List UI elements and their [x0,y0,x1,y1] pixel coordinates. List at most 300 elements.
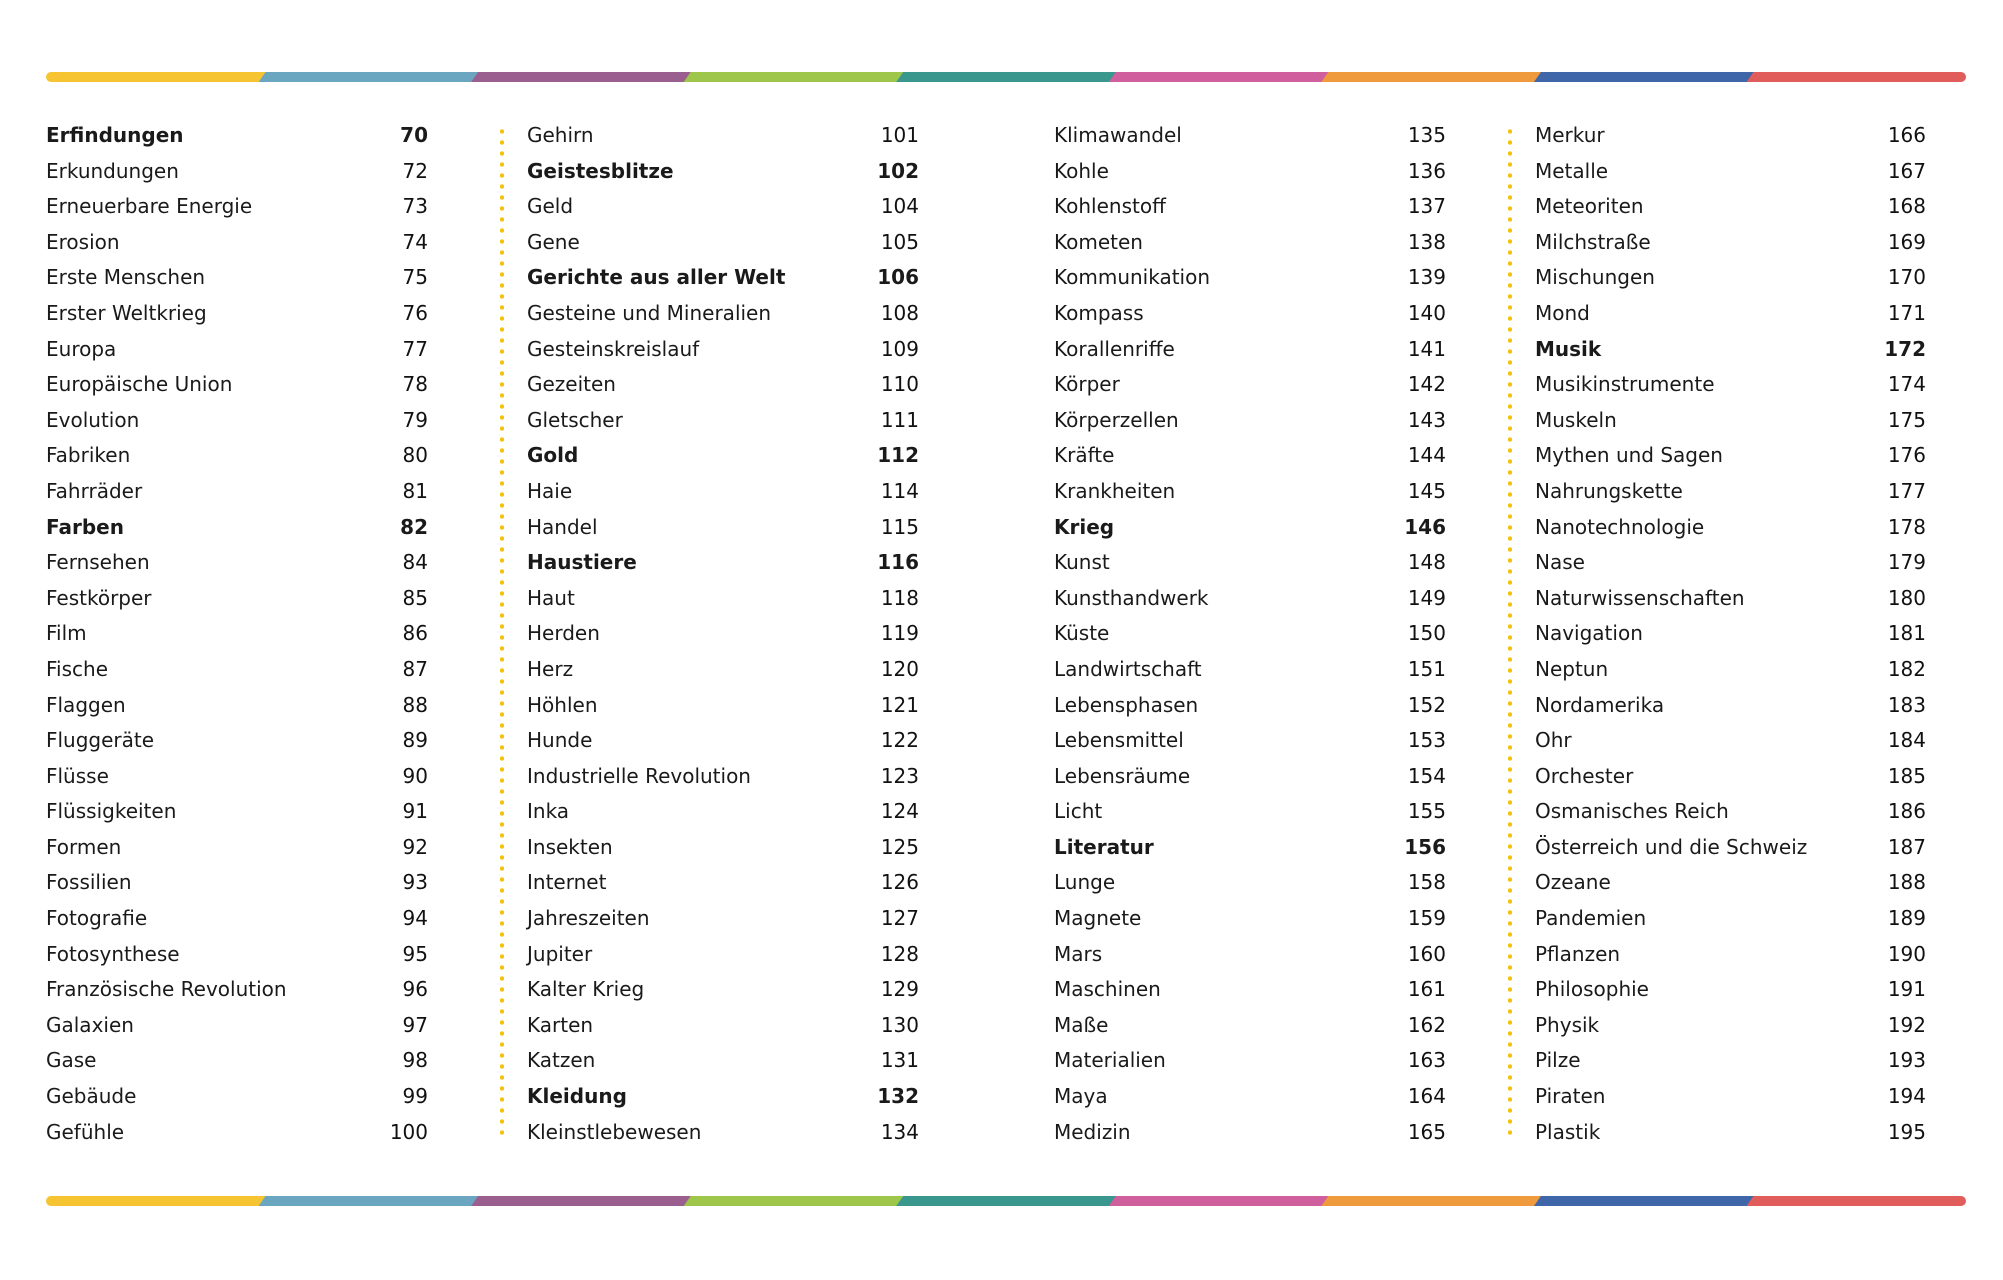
toc-entry-title: Neptun [1535,656,1609,681]
toc-entry-page-number: 195 [1887,1119,1926,1144]
toc-entry[interactable] [46,367,428,403]
toc-entry-title: Evolution [46,407,140,432]
toc-entry[interactable] [1054,723,1446,759]
toc-entry-title: Lebensräume [1054,763,1191,788]
toc-entry-title: Internet [527,870,607,895]
toc-entry-title: Fluggeräte [46,728,155,753]
toc-entry-page-number: 72 [402,158,428,183]
toc-entry-title: Inka [527,799,570,824]
toc-entry-title: Erster Weltkrieg [46,300,207,325]
toc-entry-title: Europa [46,336,117,361]
toc-entry-page-number: 151 [1407,656,1446,681]
toc-entry-page-number: 186 [1887,799,1926,824]
toc-entry[interactable] [46,154,428,190]
toc-entry-title: Mars [1054,941,1103,966]
toc-entry-title: Hunde [527,728,593,753]
toc-entry-title: Erfindungen [46,123,184,147]
toc-entry-title: Kunsthandwerk [1054,585,1209,610]
toc-entry[interactable] [1535,1043,1926,1079]
toc-column-3 [1054,118,1446,1150]
toc-entry-page-number: 95 [402,941,428,966]
toc-entry-title: Körperzellen [1054,407,1179,432]
toc-entry[interactable] [527,296,919,332]
stripe-segment [1747,1196,1967,1206]
toc-entry[interactable] [527,474,919,510]
toc-entry-title: Kohlenstoff [1054,194,1166,219]
toc-entry[interactable] [527,652,919,688]
toc-entry-page-number: 132 [877,1084,919,1109]
toc-entry[interactable] [1535,260,1926,296]
toc-entry-page-number: 96 [402,977,428,1002]
toc-entry-page-number: 166 [1887,123,1926,147]
toc-entry[interactable] [1535,474,1926,510]
toc-entry[interactable] [1054,688,1446,724]
toc-entry[interactable] [527,1043,919,1079]
toc-entry-page-number: 127 [880,906,919,931]
toc-entry[interactable] [1054,616,1446,652]
toc-entry[interactable] [1054,794,1446,830]
toc-entry-title: Maya [1054,1084,1108,1109]
toc-entry-page-number: 170 [1887,265,1926,290]
toc-entry[interactable] [1535,652,1926,688]
stripe-segment [1747,72,1967,82]
toc-entry[interactable] [46,616,428,652]
toc-entry-title: Philosophie [1535,977,1649,1002]
toc-entry-page-number: 180 [1887,585,1926,610]
toc-entry[interactable] [1054,972,1446,1008]
toc-entry-page-number: 118 [880,585,919,610]
toc-entry[interactable] [1535,189,1926,225]
toc-entry-page-number: 164 [1407,1084,1446,1109]
toc-entry-title: Licht [1054,799,1103,824]
toc-entry-page-number: 125 [880,834,919,859]
toc-entry-page-number: 91 [402,799,428,824]
toc-entry-page-number: 124 [880,799,919,824]
toc-entry-title: Herz [527,656,574,681]
toc-entry-page-number: 172 [1884,336,1926,361]
stripe-segment [1321,1196,1541,1206]
toc-entry[interactable] [527,260,919,296]
toc-entry[interactable] [527,510,919,546]
toc-entry-page-number: 111 [880,407,919,432]
toc-entry[interactable] [46,189,428,225]
toc-entry-page-number: 70 [400,123,428,147]
toc-entry-page-number: 80 [402,443,428,468]
toc-entry[interactable] [46,865,428,901]
toc-entry-page-number: 85 [402,585,428,610]
toc-entry-title: Fabriken [46,443,131,468]
toc-entry-page-number: 94 [402,906,428,931]
toc-entry-title: Gebäude [46,1084,137,1109]
toc-entry-title: Europäische Union [46,372,233,397]
toc-entry-page-number: 76 [402,300,428,325]
toc-entry-page-number: 105 [880,229,919,254]
toc-entry-title: Plastik [1535,1119,1601,1144]
toc-entry-title: Fotosynthese [46,941,180,966]
toc-entry[interactable] [1535,1008,1926,1044]
toc-entry-title: Orchester [1535,763,1634,788]
toc-entry[interactable] [46,759,428,795]
toc-entry[interactable] [1535,937,1926,973]
toc-entry[interactable] [527,901,919,937]
stripe-segment [896,72,1116,82]
toc-entry[interactable] [1054,225,1446,261]
toc-entry-title: Muskeln [1535,407,1617,432]
toc-entry-page-number: 90 [402,763,428,788]
toc-entry-title: Gesteine und Mineralien [527,300,772,325]
toc-entry-title: Landwirtschaft [1054,656,1202,681]
toc-entry-title: Ozeane [1535,870,1611,895]
toc-entry-title: Kalter Krieg [527,977,645,1002]
toc-entry-title: Formen [46,834,122,859]
toc-entry-title: Erosion [46,229,120,254]
toc-entry-title: Herden [527,621,600,646]
toc-entry-page-number: 108 [880,300,919,325]
toc-entry-page-number: 79 [402,407,428,432]
toc-entry-title: Fossilien [46,870,132,895]
toc-entry[interactable] [527,332,919,368]
toc-entry[interactable] [1535,723,1926,759]
toc-entry[interactable] [1535,118,1926,154]
toc-entry-page-number: 119 [880,621,919,646]
toc-entry[interactable] [1054,1043,1446,1079]
toc-entry-title: Klimawandel [1054,123,1182,147]
toc-entry-title: Kompass [1054,300,1144,325]
toc-entry-page-number: 160 [1407,941,1446,966]
toc-entry-title: Flüssigkeiten [46,799,177,824]
stripe-segment [896,1196,1116,1206]
toc-entry[interactable] [527,438,919,474]
toc-entry[interactable] [1535,1079,1926,1115]
toc-entry-title: Physik [1535,1012,1600,1037]
toc-entry[interactable] [527,1079,919,1115]
toc-entry[interactable] [46,688,428,724]
toc-entry[interactable] [46,438,428,474]
toc-entry-page-number: 97 [402,1012,428,1037]
toc-entry[interactable] [1054,332,1446,368]
toc-entry[interactable] [1535,332,1926,368]
toc-entry-title: Gold [527,443,579,468]
toc-entry-page-number: 126 [880,870,919,895]
toc-entry[interactable] [1535,616,1926,652]
toc-entry[interactable] [1535,438,1926,474]
toc-entry-page-number: 178 [1887,514,1926,539]
toc-entry[interactable] [46,403,428,439]
toc-entry-title: Handel [527,514,598,539]
toc-entry[interactable] [527,118,919,154]
toc-entry[interactable] [1054,296,1446,332]
toc-entry-page-number: 183 [1887,692,1926,717]
toc-entry-page-number: 82 [400,514,428,539]
toc-entry-page-number: 162 [1407,1012,1446,1037]
toc-entry[interactable] [527,688,919,724]
toc-entry[interactable] [46,581,428,617]
toc-entry[interactable] [1535,865,1926,901]
toc-entry[interactable] [46,901,428,937]
toc-entry-title: Nordamerika [1535,692,1665,717]
toc-entry-title: Katzen [527,1048,596,1073]
toc-entry-title: Pilze [1535,1048,1581,1073]
toc-column-2 [527,118,919,1150]
toc-entry[interactable] [527,972,919,1008]
toc-entry[interactable] [46,510,428,546]
toc-entry-page-number: 81 [402,478,428,503]
toc-entry[interactable] [1054,901,1446,937]
toc-entry[interactable] [527,1008,919,1044]
toc-entry[interactable] [1535,225,1926,261]
toc-entry-title: Pandemien [1535,906,1647,931]
stripe-segment [46,72,266,82]
toc-entry[interactable] [46,830,428,866]
toc-entry-page-number: 102 [877,158,919,183]
toc-entry-page-number: 77 [402,336,428,361]
toc-entry-page-number: 163 [1407,1048,1446,1073]
toc-entry-page-number: 152 [1407,692,1446,717]
toc-entry-page-number: 193 [1887,1048,1926,1073]
toc-entry[interactable] [46,296,428,332]
toc-entry[interactable] [1054,581,1446,617]
toc-entry-page-number: 165 [1407,1119,1446,1144]
toc-entry[interactable] [1535,688,1926,724]
toc-entry-title: Nase [1535,550,1585,575]
toc-entry[interactable] [1054,118,1446,154]
toc-entry[interactable] [1054,830,1446,866]
toc-entry-title: Krieg [1054,514,1115,539]
toc-entry-title: Lebensphasen [1054,692,1199,717]
toc-entry[interactable] [1054,865,1446,901]
toc-entry-page-number: 161 [1407,977,1446,1002]
toc-entry[interactable] [1535,581,1926,617]
toc-entry-title: Erkundungen [46,158,179,183]
toc-entry[interactable] [1054,1079,1446,1115]
toc-entry-page-number: 106 [877,265,919,290]
toc-entry-page-number: 169 [1887,229,1926,254]
toc-entry-title: Lunge [1054,870,1116,895]
toc-entry[interactable] [1535,403,1926,439]
toc-entry[interactable] [1535,901,1926,937]
toc-entry-page-number: 135 [1407,123,1446,147]
top-color-stripe [46,72,1966,82]
stripe-segment [259,1196,479,1206]
toc-entry-page-number: 138 [1407,229,1446,254]
toc-entry[interactable] [527,759,919,795]
toc-entry-title: Kunst [1054,550,1110,575]
toc-entry[interactable] [1535,794,1926,830]
toc-entry[interactable] [46,118,428,154]
toc-entry-page-number: 86 [402,621,428,646]
toc-entry[interactable] [527,189,919,225]
toc-entry-title: Haustiere [527,550,637,575]
toc-entry[interactable] [46,332,428,368]
toc-entry-page-number: 87 [402,656,428,681]
toc-entry-title: Erneuerbare Energie [46,194,253,219]
toc-entry[interactable] [527,225,919,261]
toc-entry[interactable] [1535,545,1926,581]
toc-entry-page-number: 136 [1407,158,1446,183]
toc-entry[interactable] [1054,937,1446,973]
toc-entry-page-number: 187 [1887,834,1926,859]
toc-entry-title: Jahreszeiten [527,906,650,931]
toc-entry[interactable] [1535,367,1926,403]
toc-entry-page-number: 192 [1887,1012,1926,1037]
toc-entry[interactable] [527,616,919,652]
toc-entry-page-number: 121 [880,692,919,717]
toc-entry[interactable] [46,474,428,510]
toc-column-4 [1535,118,1926,1150]
toc-entry-title: Milchstraße [1535,229,1651,254]
toc-entry-page-number: 153 [1407,728,1446,753]
toc-entry-page-number: 144 [1407,443,1446,468]
toc-entry[interactable] [1535,296,1926,332]
toc-entry-title: Erste Menschen [46,265,206,290]
toc-entry[interactable] [527,1115,919,1151]
toc-entry[interactable] [527,545,919,581]
toc-entry-page-number: 78 [402,372,428,397]
stripe-segment [1534,72,1754,82]
toc-entry[interactable] [46,794,428,830]
toc-entry[interactable] [527,830,919,866]
toc-entry[interactable] [527,937,919,973]
toc-entry[interactable] [1535,759,1926,795]
toc-entry[interactable] [527,367,919,403]
toc-entry-title: Höhlen [527,692,598,717]
toc-entry[interactable] [46,1043,428,1079]
toc-entry[interactable] [1054,1115,1446,1151]
toc-entry-page-number: 114 [880,478,919,503]
toc-entry-title: Industrielle Revolution [527,763,751,788]
toc-entry-page-number: 89 [402,728,428,753]
toc-entry[interactable] [1054,474,1446,510]
toc-entry[interactable] [1054,438,1446,474]
toc-entry[interactable] [1535,830,1926,866]
toc-entry-title: Flaggen [46,692,126,717]
toc-entry[interactable] [46,937,428,973]
toc-entry[interactable] [46,652,428,688]
toc-entry[interactable] [1054,367,1446,403]
toc-entry[interactable] [1535,510,1926,546]
toc-entry-title: Fotografie [46,906,148,931]
toc-entry[interactable] [1054,510,1446,546]
toc-entry[interactable] [527,581,919,617]
toc-entry-page-number: 128 [880,941,919,966]
toc-entry[interactable] [1054,260,1446,296]
toc-entry[interactable] [1054,1008,1446,1044]
toc-entry-title: Kommunikation [1054,265,1211,290]
bottom-color-stripe [46,1196,1966,1206]
toc-entry-title: Kräfte [1054,443,1115,468]
toc-entry-title: Materialien [1054,1048,1166,1073]
toc-entry-page-number: 120 [880,656,919,681]
toc-entry-title: Medizin [1054,1119,1131,1144]
toc-entry-page-number: 100 [389,1119,428,1144]
toc-entry[interactable] [46,723,428,759]
toc-entry[interactable] [1054,652,1446,688]
toc-entry[interactable] [46,260,428,296]
toc-entry-page-number: 101 [880,123,919,147]
toc-entry-page-number: 190 [1887,941,1926,966]
toc-entry-title: Fahrräder [46,478,143,503]
toc-entry-title: Ohr [1535,728,1572,753]
toc-entry-title: Metalle [1535,158,1609,183]
toc-entry-title: Merkur [1535,123,1605,147]
toc-entry-title: Französische Revolution [46,977,287,1002]
toc-entry-page-number: 188 [1887,870,1926,895]
toc-entry-title: Insekten [527,834,613,859]
toc-entry-page-number: 98 [402,1048,428,1073]
toc-entry-page-number: 150 [1407,621,1446,646]
toc-entry[interactable] [527,794,919,830]
toc-entry-page-number: 115 [880,514,919,539]
toc-entry-title: Flüsse [46,763,109,788]
toc-entry[interactable] [1054,189,1446,225]
dotted-divider-1 [500,126,504,1138]
toc-entry-page-number: 129 [880,977,919,1002]
toc-entry[interactable] [46,1079,428,1115]
stripe-segment [1534,1196,1754,1206]
toc-entry-title: Nahrungskette [1535,478,1683,503]
toc-entry-title: Gesteinskreislauf [527,336,700,361]
toc-entry[interactable] [527,403,919,439]
toc-entry-page-number: 92 [402,834,428,859]
toc-entry[interactable] [1054,545,1446,581]
toc-entry[interactable] [1535,1115,1926,1151]
toc-entry[interactable] [46,545,428,581]
toc-entry-title: Gase [46,1048,97,1073]
toc-entry[interactable] [1054,759,1446,795]
toc-entry[interactable] [527,723,919,759]
toc-entry-title: Haie [527,478,573,503]
toc-entry[interactable] [46,1115,428,1151]
toc-entry-page-number: 73 [402,194,428,219]
toc-entry-title: Körper [1054,372,1120,397]
toc-entry-title: Farben [46,514,124,539]
toc-entry-title: Mond [1535,300,1590,325]
toc-entry-title: Gene [527,229,580,254]
toc-entry-page-number: 146 [1404,514,1446,539]
toc-entry-title: Literatur [1054,834,1154,859]
toc-entry-title: Gehirn [527,123,594,147]
toc-entry-page-number: 154 [1407,763,1446,788]
toc-entry-page-number: 134 [880,1119,919,1144]
toc-entry[interactable] [1535,972,1926,1008]
toc-column-1 [46,118,428,1150]
toc-entry[interactable] [527,154,919,190]
toc-entry[interactable] [1535,154,1926,190]
toc-entry-title: Musik [1535,336,1602,361]
toc-entry-title: Mischungen [1535,265,1655,290]
toc-entry-page-number: 143 [1407,407,1446,432]
stripe-segment [46,1196,266,1206]
toc-entry[interactable] [527,865,919,901]
toc-entry-title: Fernsehen [46,550,150,575]
toc-entry[interactable] [46,225,428,261]
toc-entry-title: Magnete [1054,906,1142,931]
stripe-segment [471,72,691,82]
toc-entry[interactable] [1054,403,1446,439]
toc-entry-page-number: 110 [880,372,919,397]
toc-entry-title: Geistesblitze [527,158,674,183]
toc-entry-page-number: 139 [1407,265,1446,290]
toc-entry[interactable] [46,1008,428,1044]
toc-entry-page-number: 185 [1887,763,1926,788]
toc-entry-title: Kohle [1054,158,1109,183]
toc-entry[interactable] [46,972,428,1008]
toc-entry[interactable] [1054,154,1446,190]
toc-entry-page-number: 174 [1887,372,1926,397]
toc-entry-page-number: 167 [1887,158,1926,183]
toc-entry-page-number: 75 [402,265,428,290]
toc-entry-page-number: 179 [1887,550,1926,575]
